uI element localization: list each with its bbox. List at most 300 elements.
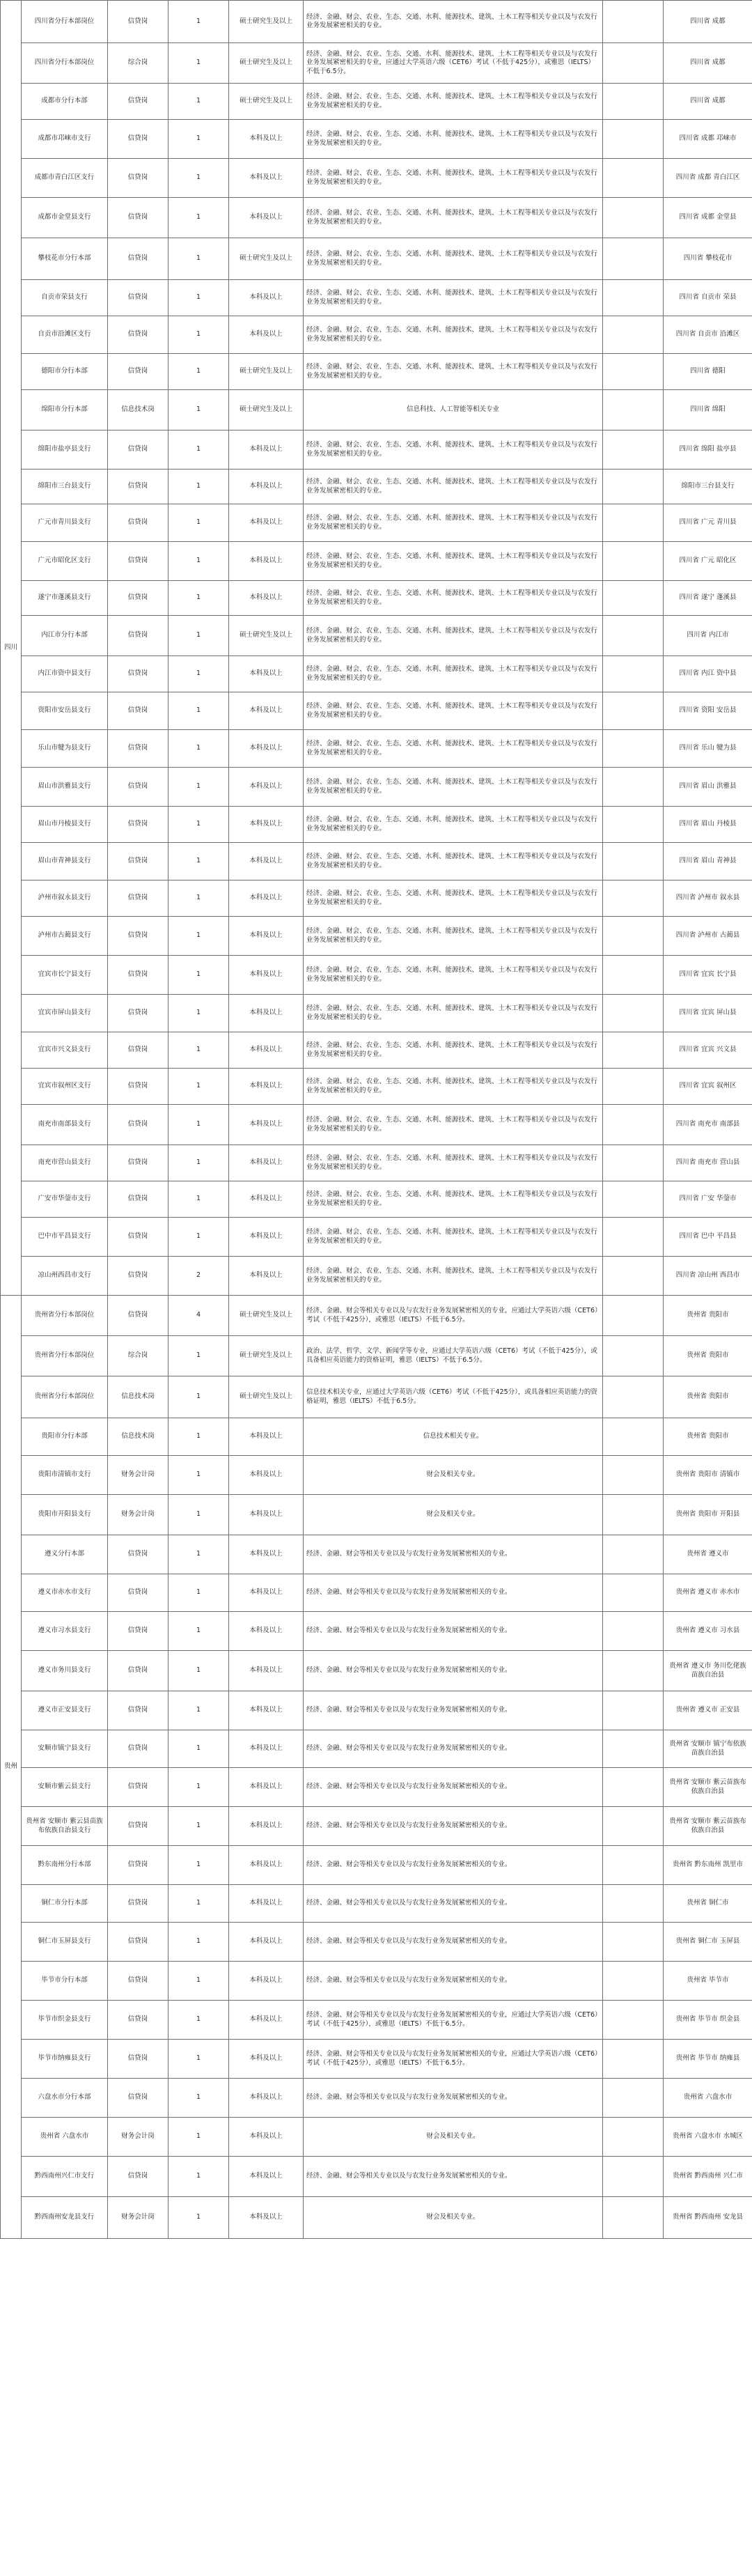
count-cell: 1 (169, 159, 229, 198)
count-cell: 1 (169, 280, 229, 316)
unit-cell: 绵阳市三台县支行 (22, 470, 108, 504)
post-cell: 信贷岗 (108, 1574, 169, 1612)
count-cell: 1 (169, 2079, 229, 2118)
blank-cell (603, 1, 664, 43)
unit-cell: 毕节市分行本部 (22, 1962, 108, 2001)
location-cell: 贵州省 安顺市 紫云苗族布依族自治县 (664, 1768, 752, 1807)
table-row (1, 1105, 752, 1145)
post-cell: 财务会计岗 (108, 2118, 169, 2157)
location-cell: 贵州省 贵阳市 (664, 1376, 752, 1418)
education-cell: 本科及以上 (229, 1218, 304, 1257)
education-cell: 本科及以上 (229, 504, 304, 542)
table-row (1, 1691, 752, 1730)
major-cell: 经济、金融、财会、农业、生态、交通、水利、能源技术、建筑、土木工程等相关专业以及与农发行业务发展紧密相关的专业。 (304, 1, 603, 43)
location-cell: 贵州省 黔西南州 兴仁市 (664, 2157, 752, 2197)
major-cell: 经济、金融、财会、农业、生态、交通、水利、能源技术、建筑、土木工程等相关专业以及与农发行业务发展紧密相关的专业。 (304, 581, 603, 616)
location-cell: 四川省 成都 邛崃市 (664, 120, 752, 159)
count-cell: 1 (169, 2118, 229, 2157)
unit-cell: 自贡市荣县支行 (22, 280, 108, 316)
blank-cell (603, 1962, 664, 2001)
location-cell: 贵州省 六盘水市 水城区 (664, 2118, 752, 2157)
table-row (1, 2118, 752, 2157)
location-cell: 四川省 巴中 平昌县 (664, 1218, 752, 1257)
post-cell: 信贷岗 (108, 238, 169, 280)
post-cell: 综合岗 (108, 1336, 169, 1376)
count-cell: 1 (169, 1691, 229, 1730)
education-cell: 本科及以上 (229, 1257, 304, 1296)
unit-cell: 遵义市习水县支行 (22, 1612, 108, 1651)
blank-cell (603, 2001, 664, 2040)
education-cell: 本科及以上 (229, 1962, 304, 2001)
count-cell: 1 (169, 917, 229, 956)
major-cell: 经济、金融、财会等相关专业以及与农发行业务发展紧密相关的专业，应通过大学英语六级（CET6）考试（不低于425分），或雅思（IELTS）不低于6.5分。 (304, 1296, 603, 1336)
count-cell: 1 (169, 1145, 229, 1181)
education-cell: 本科及以上 (229, 2197, 304, 2239)
province-cell: 贵州 (1, 1296, 22, 2239)
post-cell: 信贷岗 (108, 2157, 169, 2197)
post-cell: 信贷岗 (108, 956, 169, 995)
education-cell: 本科及以上 (229, 2001, 304, 2040)
post-cell: 信贷岗 (108, 1807, 169, 1846)
province-cell: 四川 (1, 1, 22, 1296)
location-cell: 四川省 南充市 南部县 (664, 1105, 752, 1145)
major-cell: 经济、金融、财会、农业、生态、交通、水利、能源技术、建筑、土木工程等相关专业以及与农发行业务发展紧密相关的专业。 (304, 159, 603, 198)
post-cell: 信贷岗 (108, 1069, 169, 1105)
major-cell: 经济、金融、财会等相关专业以及与农发行业务发展紧密相关的专业。 (304, 1691, 603, 1730)
major-cell: 经济、金融、财会、农业、生态、交通、水利、能源技术、建筑、土木工程等相关专业以及与农发行业务发展紧密相关的专业，应通过大学英语六级（CET6）考试（不低于425分），或雅思（IELTS）不低于6.5分。 (304, 43, 603, 84)
post-cell: 信贷岗 (108, 1885, 169, 1923)
education-cell: 本科及以上 (229, 1885, 304, 1923)
major-cell: 经济、金融、财会、农业、生态、交通、水利、能源技术、建筑、土木工程等相关专业以及与农发行业务发展紧密相关的专业。 (304, 1257, 603, 1296)
education-cell: 硕士研究生及以上 (229, 1336, 304, 1376)
location-cell: 四川省 眉山 洪雅县 (664, 768, 752, 807)
count-cell: 1 (169, 1612, 229, 1651)
unit-cell: 毕节市织金县支行 (22, 2001, 108, 2040)
count-cell: 1 (169, 768, 229, 807)
unit-cell: 绵阳市分行本部 (22, 390, 108, 430)
table-row (1, 656, 752, 692)
unit-cell: 安顺市紫云县支行 (22, 1768, 108, 1807)
count-cell: 1 (169, 1574, 229, 1612)
unit-cell: 眉山市青神县支行 (22, 843, 108, 880)
education-cell: 硕士研究生及以上 (229, 238, 304, 280)
location-cell: 贵州省 贵阳市 (664, 1296, 752, 1336)
blank-cell (603, 120, 664, 159)
count-cell: 1 (169, 616, 229, 656)
post-cell: 信息技术岗 (108, 1376, 169, 1418)
major-cell: 经济、金融、财会、农业、生态、交通、水利、能源技术、建筑、土木工程等相关专业以及与农发行业务发展紧密相关的专业。 (304, 504, 603, 542)
location-cell: 四川省 绵阳 (664, 390, 752, 430)
blank-cell (603, 1807, 664, 1846)
education-cell: 本科及以上 (229, 2040, 304, 2079)
post-cell: 信贷岗 (108, 1296, 169, 1336)
unit-cell: 巴中市平昌县支行 (22, 1218, 108, 1257)
education-cell: 本科及以上 (229, 807, 304, 843)
education-cell: 本科及以上 (229, 198, 304, 238)
count-cell: 1 (169, 120, 229, 159)
unit-cell: 遵义市赤水市支行 (22, 1574, 108, 1612)
location-cell: 四川省 凉山州 西昌市 (664, 1257, 752, 1296)
blank-cell (603, 1768, 664, 1807)
count-cell: 1 (169, 2157, 229, 2197)
location-cell: 四川省 德阳 (664, 354, 752, 390)
table-row (1, 1376, 752, 1418)
major-cell: 财会及相关专业。 (304, 1456, 603, 1495)
education-cell: 本科及以上 (229, 1612, 304, 1651)
blank-cell (603, 470, 664, 504)
count-cell: 1 (169, 1, 229, 43)
blank-cell (603, 316, 664, 354)
location-cell: 四川省 泸州市 叙永县 (664, 880, 752, 917)
count-cell: 4 (169, 1296, 229, 1336)
education-cell: 本科及以上 (229, 542, 304, 581)
table-row (1, 2040, 752, 2079)
major-cell: 经济、金融、财会、农业、生态、交通、水利、能源技术、建筑、土木工程等相关专业以及与农发行业务发展紧密相关的专业。 (304, 280, 603, 316)
major-cell: 经济、金融、财会、农业、生态、交通、水利、能源技术、建筑、土木工程等相关专业以及与农发行业务发展紧密相关的专业。 (304, 120, 603, 159)
education-cell: 本科及以上 (229, 917, 304, 956)
major-cell: 经济、金融、财会、农业、生态、交通、水利、能源技术、建筑、土木工程等相关专业以及与农发行业务发展紧密相关的专业。 (304, 995, 603, 1032)
table-row (1, 2001, 752, 2040)
table-row (1, 1846, 752, 1885)
unit-cell: 毕节市纳雍县支行 (22, 2040, 108, 2079)
education-cell: 本科及以上 (229, 430, 304, 470)
unit-cell: 贵州省分行本部岗位 (22, 1376, 108, 1418)
table-row (1, 1962, 752, 2001)
post-cell: 信贷岗 (108, 354, 169, 390)
post-cell: 信贷岗 (108, 1768, 169, 1807)
count-cell: 1 (169, 84, 229, 120)
major-cell: 经济、金融、财会、农业、生态、交通、水利、能源技术、建筑、土木工程等相关专业以及与农发行业务发展紧密相关的专业。 (304, 84, 603, 120)
blank-cell (603, 390, 664, 430)
unit-cell: 绵阳市盐亭县支行 (22, 430, 108, 470)
education-cell: 本科及以上 (229, 730, 304, 768)
major-cell: 经济、金融、财会、农业、生态、交通、水利、能源技术、建筑、土木工程等相关专业以及与农发行业务发展紧密相关的专业。 (304, 656, 603, 692)
education-cell: 本科及以上 (229, 1456, 304, 1495)
education-cell: 本科及以上 (229, 1651, 304, 1691)
unit-cell: 内江市分行本部 (22, 616, 108, 656)
count-cell: 1 (169, 430, 229, 470)
location-cell: 四川省 绵阳 盐亭县 (664, 430, 752, 470)
post-cell: 信贷岗 (108, 2001, 169, 2040)
unit-cell: 四川省分行本部岗位 (22, 1, 108, 43)
table-row (1, 956, 752, 995)
table-row (1, 1069, 752, 1105)
education-cell: 硕士研究生及以上 (229, 354, 304, 390)
table-row (1, 768, 752, 807)
education-cell: 硕士研究生及以上 (229, 1376, 304, 1418)
blank-cell (603, 1181, 664, 1218)
post-cell: 信贷岗 (108, 1651, 169, 1691)
education-cell: 硕士研究生及以上 (229, 43, 304, 84)
count-cell: 1 (169, 1181, 229, 1218)
table-row (1, 1885, 752, 1923)
unit-cell: 泸州市叙永县支行 (22, 880, 108, 917)
location-cell: 贵州省 遵义市 赤水市 (664, 1574, 752, 1612)
count-cell: 1 (169, 995, 229, 1032)
major-cell: 经济、金融、财会、农业、生态、交通、水利、能源技术、建筑、土木工程等相关专业以及与农发行业务发展紧密相关的专业。 (304, 1181, 603, 1218)
table-row (1, 2079, 752, 2118)
location-cell: 贵州省 遵义市 正安县 (664, 1691, 752, 1730)
post-cell: 信贷岗 (108, 1, 169, 43)
major-cell: 经济、金融、财会等相关专业以及与农发行业务发展紧密相关的专业。 (304, 1962, 603, 2001)
location-cell: 四川省 宜宾 长宁县 (664, 956, 752, 995)
blank-cell (603, 1535, 664, 1574)
table-row (1, 504, 752, 542)
count-cell: 1 (169, 238, 229, 280)
count-cell: 1 (169, 390, 229, 430)
unit-cell: 眉山市洪雅县支行 (22, 768, 108, 807)
unit-cell: 贵阳市清镇市支行 (22, 1456, 108, 1495)
blank-cell (603, 843, 664, 880)
location-cell: 四川省 广元 青川县 (664, 504, 752, 542)
blank-cell (603, 504, 664, 542)
major-cell: 经济、金融、财会、农业、生态、交通、水利、能源技术、建筑、土木工程等相关专业以及与农发行业务发展紧密相关的专业。 (304, 238, 603, 280)
count-cell: 1 (169, 1032, 229, 1069)
location-cell: 四川省 广元 昭化区 (664, 542, 752, 581)
post-cell: 信贷岗 (108, 1730, 169, 1768)
unit-cell: 广元市青川县支行 (22, 504, 108, 542)
table-row (1, 581, 752, 616)
education-cell: 硕士研究生及以上 (229, 616, 304, 656)
post-cell: 信贷岗 (108, 843, 169, 880)
post-cell: 信贷岗 (108, 120, 169, 159)
post-cell: 信贷岗 (108, 768, 169, 807)
table-row (1, 430, 752, 470)
education-cell: 本科及以上 (229, 1923, 304, 1962)
unit-cell: 六盘水市分行本部 (22, 2079, 108, 2118)
post-cell: 财务会计岗 (108, 1456, 169, 1495)
unit-cell: 成都市邛崃市支行 (22, 120, 108, 159)
location-cell: 四川省 内江 资中县 (664, 656, 752, 692)
post-cell: 信贷岗 (108, 1181, 169, 1218)
blank-cell (603, 1612, 664, 1651)
location-cell: 四川省 宜宾 兴文县 (664, 1032, 752, 1069)
location-cell: 贵州省 六盘水市 (664, 2079, 752, 2118)
count-cell: 1 (169, 956, 229, 995)
blank-cell (603, 1145, 664, 1181)
location-cell: 贵州省 贵阳市 (664, 1336, 752, 1376)
unit-cell: 内江市资中县支行 (22, 656, 108, 692)
table-row (1, 1495, 752, 1535)
major-cell: 经济、金融、财会、农业、生态、交通、水利、能源技术、建筑、土木工程等相关专业以及与农发行业务发展紧密相关的专业。 (304, 956, 603, 995)
count-cell: 1 (169, 656, 229, 692)
post-cell: 信贷岗 (108, 880, 169, 917)
blank-cell (603, 2157, 664, 2197)
unit-cell: 贵州省 安顺市 紫云县苗族布依族自治县支行 (22, 1807, 108, 1846)
post-cell: 信息技术岗 (108, 1418, 169, 1456)
unit-cell: 安顺市镇宁县支行 (22, 1730, 108, 1768)
unit-cell: 资阳市安岳县支行 (22, 692, 108, 730)
education-cell: 本科及以上 (229, 1145, 304, 1181)
count-cell: 1 (169, 1418, 229, 1456)
post-cell: 财务会计岗 (108, 1495, 169, 1535)
table-row (1, 730, 752, 768)
major-cell: 经济、金融、财会、农业、生态、交通、水利、能源技术、建筑、土木工程等相关专业以及与农发行业务发展紧密相关的专业。 (304, 1218, 603, 1257)
post-cell: 信贷岗 (108, 917, 169, 956)
table-row (1, 1418, 752, 1456)
blank-cell (603, 656, 664, 692)
major-cell: 经济、金融、财会、农业、生态、交通、水利、能源技术、建筑、土木工程等相关专业以及与农发行业务发展紧密相关的专业。 (304, 730, 603, 768)
location-cell: 四川省 遂宁 蓬溪县 (664, 581, 752, 616)
count-cell: 1 (169, 1807, 229, 1846)
major-cell: 财会及相关专业。 (304, 2118, 603, 2157)
major-cell: 经济、金融、财会等相关专业以及与农发行业务发展紧密相关的专业。 (304, 1612, 603, 1651)
location-cell: 四川省 宜宾 屏山县 (664, 995, 752, 1032)
major-cell: 经济、金融、财会、农业、生态、交通、水利、能源技术、建筑、土木工程等相关专业以及与农发行业务发展紧密相关的专业。 (304, 768, 603, 807)
count-cell: 1 (169, 198, 229, 238)
major-cell: 经济、金融、财会等相关专业以及与农发行业务发展紧密相关的专业。 (304, 1730, 603, 1768)
major-cell: 经济、金融、财会、农业、生态、交通、水利、能源技术、建筑、土木工程等相关专业以及与农发行业务发展紧密相关的专业。 (304, 198, 603, 238)
post-cell: 信贷岗 (108, 2040, 169, 2079)
unit-cell: 贵阳市分行本部 (22, 1418, 108, 1456)
blank-cell (603, 1336, 664, 1376)
blank-cell (603, 2197, 664, 2239)
table-row (1, 159, 752, 198)
location-cell: 四川省 成都 (664, 84, 752, 120)
unit-cell: 黔西南州安龙县支行 (22, 2197, 108, 2239)
unit-cell: 南充市南部县支行 (22, 1105, 108, 1145)
count-cell: 1 (169, 581, 229, 616)
education-cell: 本科及以上 (229, 1181, 304, 1218)
table-row (1, 354, 752, 390)
post-cell: 信贷岗 (108, 1535, 169, 1574)
table-row (1, 1296, 752, 1336)
major-cell: 经济、金融、财会等相关专业以及与农发行业务发展紧密相关的专业。 (304, 1574, 603, 1612)
major-cell: 经济、金融、财会、农业、生态、交通、水利、能源技术、建筑、土木工程等相关专业以及与农发行业务发展紧密相关的专业。 (304, 316, 603, 354)
major-cell: 经济、金融、财会、农业、生态、交通、水利、能源技术、建筑、土木工程等相关专业以及与农发行业务发展紧密相关的专业。 (304, 917, 603, 956)
count-cell: 1 (169, 1105, 229, 1145)
count-cell: 1 (169, 1218, 229, 1257)
major-cell: 经济、金融、财会、农业、生态、交通、水利、能源技术、建筑、土木工程等相关专业以及与农发行业务发展紧密相关的专业。 (304, 807, 603, 843)
unit-cell: 贵州省分行本部岗位 (22, 1296, 108, 1336)
blank-cell (603, 43, 664, 84)
major-cell: 经济、金融、财会、农业、生态、交通、水利、能源技术、建筑、土木工程等相关专业以及与农发行业务发展紧密相关的专业。 (304, 354, 603, 390)
location-cell: 贵州省 黔东南州 凯里市 (664, 1846, 752, 1885)
education-cell: 本科及以上 (229, 1807, 304, 1846)
location-cell: 四川省 自贡市 荣县 (664, 280, 752, 316)
education-cell: 本科及以上 (229, 581, 304, 616)
blank-cell (603, 198, 664, 238)
unit-cell: 宜宾市长宁县支行 (22, 956, 108, 995)
table-row (1, 843, 752, 880)
location-cell: 贵州省 毕节市 (664, 1962, 752, 2001)
blank-cell (603, 1846, 664, 1885)
major-cell: 经济、金融、财会等相关专业以及与农发行业务发展紧密相关的专业。 (304, 2079, 603, 2118)
major-cell: 经济、金融、财会等相关专业以及与农发行业务发展紧密相关的专业，应通过大学英语六级（CET6）考试（不低于425分），或雅思（IELTS）不低于6.5分。 (304, 2001, 603, 2040)
count-cell: 1 (169, 2040, 229, 2079)
blank-cell (603, 1730, 664, 1768)
blank-cell (603, 730, 664, 768)
post-cell: 信贷岗 (108, 542, 169, 581)
blank-cell (603, 1456, 664, 1495)
table-row (1, 807, 752, 843)
education-cell: 本科及以上 (229, 1535, 304, 1574)
post-cell: 信贷岗 (108, 2079, 169, 2118)
major-cell: 财会及相关专业。 (304, 1495, 603, 1535)
count-cell: 1 (169, 1376, 229, 1418)
table-row (1, 692, 752, 730)
location-cell: 贵州省 铜仁市 玉屏县 (664, 1923, 752, 1962)
table-row (1, 43, 752, 84)
post-cell: 财务会计岗 (108, 2197, 169, 2239)
unit-cell: 成都市青白江区支行 (22, 159, 108, 198)
unit-cell: 南充市营山县支行 (22, 1145, 108, 1181)
blank-cell (603, 2040, 664, 2079)
major-cell: 经济、金融、财会、农业、生态、交通、水利、能源技术、建筑、土木工程等相关专业以及与农发行业务发展紧密相关的专业。 (304, 692, 603, 730)
major-cell: 经济、金融、财会、农业、生态、交通、水利、能源技术、建筑、土木工程等相关专业以及与农发行业务发展紧密相关的专业。 (304, 1069, 603, 1105)
location-cell: 四川省 成都 (664, 43, 752, 84)
table-row (1, 1032, 752, 1069)
education-cell: 本科及以上 (229, 995, 304, 1032)
education-cell: 本科及以上 (229, 880, 304, 917)
blank-cell (603, 1257, 664, 1296)
blank-cell (603, 1376, 664, 1418)
unit-cell: 宜宾市屏山县支行 (22, 995, 108, 1032)
major-cell: 经济、金融、财会、农业、生态、交通、水利、能源技术、建筑、土木工程等相关专业以及与农发行业务发展紧密相关的专业。 (304, 1032, 603, 1069)
count-cell: 1 (169, 730, 229, 768)
blank-cell (603, 692, 664, 730)
education-cell: 本科及以上 (229, 1032, 304, 1069)
education-cell: 硕士研究生及以上 (229, 390, 304, 430)
count-cell: 1 (169, 316, 229, 354)
location-cell: 贵州省 黔西南州 安龙县 (664, 2197, 752, 2239)
location-cell: 贵州省 遵义市 务川仡佬族苗族自治县 (664, 1651, 752, 1691)
unit-cell: 凉山州西昌市支行 (22, 1257, 108, 1296)
table-row (1, 84, 752, 120)
education-cell: 本科及以上 (229, 1730, 304, 1768)
post-cell: 信贷岗 (108, 807, 169, 843)
count-cell: 1 (169, 1730, 229, 1768)
education-cell: 本科及以上 (229, 1574, 304, 1612)
location-cell: 贵州省 贵阳市 开阳县 (664, 1495, 752, 1535)
unit-cell: 黔西南州兴仁市支行 (22, 2157, 108, 2197)
unit-cell: 铜仁市分行本部 (22, 1885, 108, 1923)
post-cell: 信贷岗 (108, 430, 169, 470)
major-cell: 经济、金融、财会、农业、生态、交通、水利、能源技术、建筑、土木工程等相关专业以及与农发行业务发展紧密相关的专业。 (304, 1105, 603, 1145)
education-cell: 本科及以上 (229, 2079, 304, 2118)
education-cell: 本科及以上 (229, 1418, 304, 1456)
unit-cell: 宜宾市叙州区支行 (22, 1069, 108, 1105)
count-cell: 1 (169, 542, 229, 581)
table-row (1, 1181, 752, 1218)
blank-cell (603, 807, 664, 843)
table-row (1, 917, 752, 956)
blank-cell (603, 616, 664, 656)
location-cell: 贵州省 毕节市 织金县 (664, 2001, 752, 2040)
blank-cell (603, 280, 664, 316)
education-cell: 本科及以上 (229, 1105, 304, 1145)
count-cell: 1 (169, 807, 229, 843)
education-cell: 本科及以上 (229, 280, 304, 316)
education-cell: 本科及以上 (229, 656, 304, 692)
blank-cell (603, 2118, 664, 2157)
table-row (1, 1612, 752, 1651)
count-cell: 1 (169, 1885, 229, 1923)
major-cell: 信息科技、人工智能等相关专业 (304, 390, 603, 430)
blank-cell (603, 2079, 664, 2118)
major-cell: 政治、法学、哲学、文学、新闻学等专业，应通过大学英语六级（CET6）考试（不低于425分），或具备相应英语能力的资格证明，雅思（IELTS）不低于6.5分。 (304, 1336, 603, 1376)
count-cell: 1 (169, 354, 229, 390)
count-cell: 1 (169, 2197, 229, 2239)
education-cell: 本科及以上 (229, 470, 304, 504)
education-cell: 本科及以上 (229, 1768, 304, 1807)
blank-cell (603, 1218, 664, 1257)
count-cell: 1 (169, 692, 229, 730)
post-cell: 信贷岗 (108, 159, 169, 198)
unit-cell: 铜仁市玉屏县支行 (22, 1923, 108, 1962)
major-cell: 财会及相关专业。 (304, 2197, 603, 2239)
table-row (1, 542, 752, 581)
